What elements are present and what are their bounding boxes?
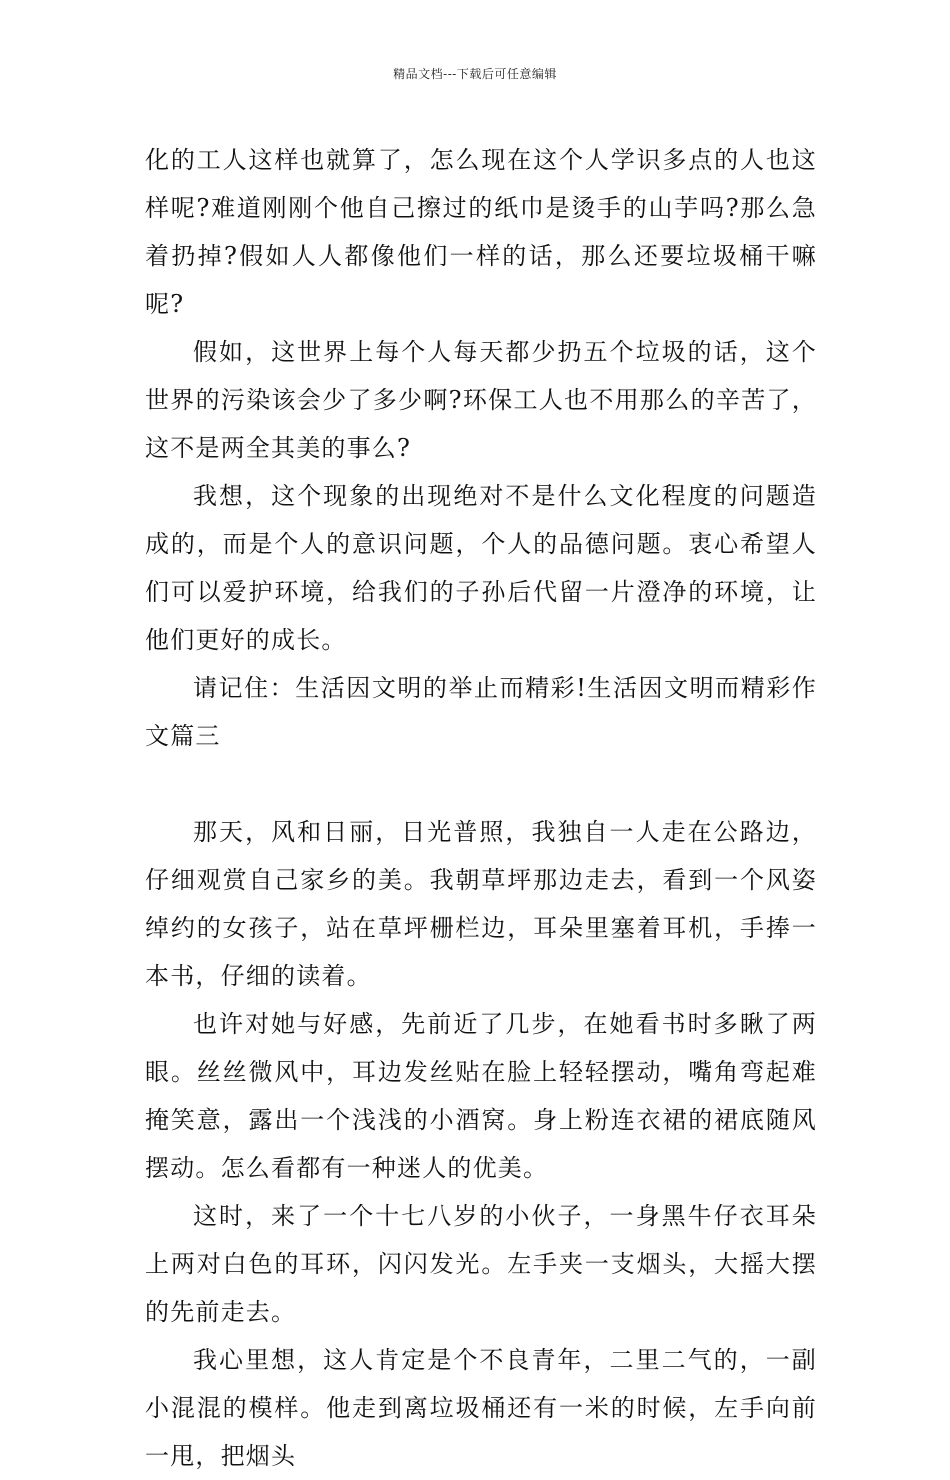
- paragraph: 也许对她与好感，先前近了几步，在她看书时多瞅了两眼。丝丝微风中，耳边发丝贴在脸上轻轻摆动，嘴角弯起难掩笑意，露出一个浅浅的小酒窝。身上粉连衣裙的裙底随风摆动。怎么看都有一种迷人的优美。: [145, 1010, 817, 1182]
- paragraph: 我想，这个现象的出现绝对不是什么文化程度的问题造成的，而是个人的意识问题，个人的品德问题。衷心希望人们可以爱护环境，给我们的子孙后代留一片澄净的环境，让他们更好的成长。: [145, 482, 817, 654]
- paragraph: 那天，风和日丽，日光普照，我独自一人走在公路边，仔细观赏自己家乡的美。我朝草坪那边走去，看到一个风姿绰约的女孩子，站在草坪栅栏边，耳朵里塞着耳机，手捧一本书，仔细的读着。: [145, 818, 817, 990]
- paragraph: 我心里想，这人肯定是个不良青年，二里二气的，一副小混混的模样。他走到离垃圾桶还有一米的时候，左手向前一甩，把烟头: [145, 1346, 817, 1470]
- paragraph: 这时，来了一个十七八岁的小伙子，一身黑牛仔衣耳朵上两对白色的耳环，闪闪发光。左手夹一支烟头，大摇大摆的先前走去。: [145, 1202, 817, 1326]
- document-body: [145, 136, 817, 1480]
- page-header: 精品文档---下载后可任意编辑: [393, 67, 557, 81]
- paragraph: 假如，这世界上每个人每天都少扔五个垃圾的话，这个世界的污染该会少了多少啊?环保工人也不用那么的辛苦了，这不是两全其美的事么?: [145, 338, 817, 462]
- section-heading: 请记住：生活因文明的举止而精彩!生活因文明而精彩作文篇三: [145, 674, 817, 750]
- paragraph: 化的工人这样也就算了，怎么现在这个人学识多点的人也这样呢?难道刚刚个他自己擦过的纸巾是烫手的山芋吗?那么急着扔掉?假如人人都像他们一样的话，那么还要垃圾桶干嘛呢?: [145, 146, 817, 318]
- blank-line: [145, 760, 817, 808]
